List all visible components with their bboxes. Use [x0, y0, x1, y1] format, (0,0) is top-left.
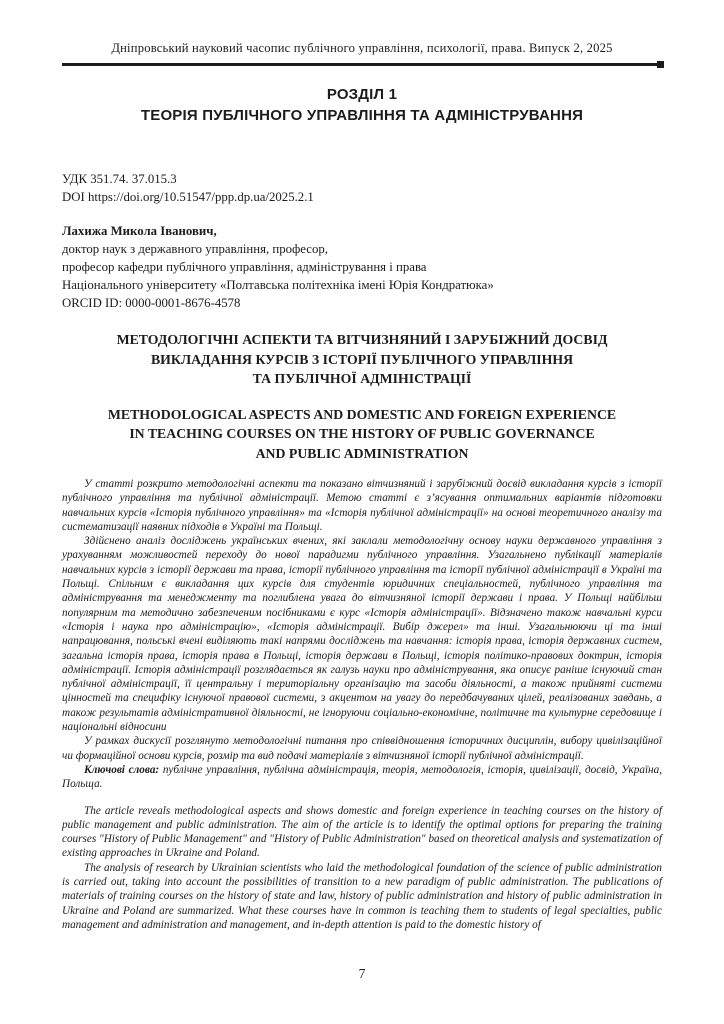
header-rule: [62, 63, 662, 66]
abstract-ua-paragraph: У статті розкрито методологічні аспекти та показано вітчизняний і зарубіжний досвід викладання курсів з історії публічного управління та публічної адміністрації. Метою статті є з’ясування оптимальних варіантів підготовки навчальних курсів «Історія публічного управління» та «Історія публічної адміністрації» на основі теоретичного аналізу та систематизації наявних підходів в Україні та Польщі.: [62, 478, 662, 533]
title-ua-line: ВИКЛАДАННЯ КУРСІВ З ІСТОРІЇ ПУБЛІЧНОГО УПРАВЛІННЯ: [150, 351, 574, 367]
rule-endcap: [657, 61, 664, 68]
article-title-en: [62, 405, 662, 464]
doi-line: DOI https://doi.org/10.51547/ppp.dp.ua/2025.2.1: [62, 190, 314, 204]
title-en-line: AND PUBLIC ADMINISTRATION: [255, 445, 469, 461]
title-en-line: IN TEACHING COURSES ON THE HISTORY OF PUBLIC GOVERNANCE: [129, 426, 595, 441]
abstract-en: [62, 804, 662, 933]
abstract-ua-paragraph: Здійснено аналіз досліджень українських вчених, які заклали методологічну основу науки державного управління з урахуванням можливостей переходу до нової парадигми публічного управління. Узагальнено публікації матеріалів навчальних курсів з історії держави та права, історії публічного управління та історії публічної адміністрації в Україні та Польщі. Спільним є викладання цих курсів для студентів юридичних спеціальностей, публічного управління та адміністрування та менеджменту та поглиблена увага до вітчизняної історії держави і права. У Польщі найбільш популярним та методично забезпеченим посібниками є курс «Історія адміністрації». Відзначено також навчальні курси «Історія і наука про адміністрацію», «Історія адміністрації. Вибір джерел» та інші. Узагальнюючи ці та інші напрацювання, польські вчені виділяють такі напрями досліджень та навчання: історія права, історія державних систем, загальна історія права, історія права в Польщі, історія держави в Польщі, історія політико-правових доктрин, історія адміністрації. Історія адміністрації розглядається як галузь науки про адміністрування, яка описує раніше існуючий стан публічної адміністрації, її центральну і територіальну організацію та засоби діяльності, а також прийняті системи цінностей та специфіку існуючої правової системи, з акцентом на увагу до передбачуваних цілей, реалізованих завдань, а також результатів адміністративної діяльності, не ігноруючи соціально-економічне, політичне та культурне середовище і національні відносини: [62, 535, 662, 734]
keywords-label: Ключові слова:: [84, 763, 160, 776]
article-title-ua: [62, 330, 662, 389]
keywords-list: публічне управління, публічна адміністрація, теорія, методологія, історія, цивілізації, досвід, Україна, Польща.: [62, 763, 662, 791]
title-ua-line: МЕТОДОЛОГІЧНІ АСПЕКТИ ТА ВІТЧИЗНЯНИЙ І ЗАРУБІЖНИЙ ДОСВІД: [116, 332, 608, 347]
article-meta: [62, 170, 662, 206]
title-ua-line: ТА ПУБЛІЧНОЇ АДМІНІСТРАЦІЇ: [252, 371, 472, 386]
author-degree: доктор наук з державного управління, професор,: [62, 242, 328, 256]
abstract-ua: [62, 477, 662, 792]
author-name: Лахижа Микола Іванович,: [62, 224, 217, 238]
keywords-ua: [62, 763, 662, 792]
abstract-en-paragraph: The analysis of research by Ukrainian scientists who laid the methodological foundation of the science of public administration is carried out, taking into account the possibilities of transition to a new paradigm of public administration. The publications of materials of training courses on the history of state and law, history of public administration and history of public administration in Ukraine and Poland are summarized. What these courses have in common is teaching them to students of legal specialties, public management and administration and management, and in-depth attention is paid to the domestic history of: [62, 861, 662, 931]
abstract-en-paragraph: The article reveals methodological aspects and shows domestic and foreign experience in teaching courses on the history of public management and public administration. The aim of the article is to identify the optimal options for preparing the training courses "History of Public Management" and "History of Public Administration" based on theoretical analysis and systematization of existing approaches in Ukraine and Poland.: [62, 804, 662, 860]
author-affiliation: Національного університету «Полтавська політехніка імені Юрія Кондратюка»: [62, 278, 494, 292]
section-heading: [62, 84, 662, 126]
page-number: 7: [358, 966, 366, 981]
author-block: [62, 222, 662, 312]
abstract-ua-paragraph: У рамках дискусії розглянуто методологічні питання про співвідношення історичних дисциплін, вибору цивілізаційної чи формаційної основи курсів, розмір та вид подачі матеріалів з вітчизняної історії публічної адміністрації.: [62, 735, 662, 762]
author-orcid: ORCID ID: 0000-0001-8676-4578: [62, 296, 241, 310]
journal-header: Дніпровський науковий часопис публічного управління, психології, права. Випуск 2, 2025: [111, 41, 613, 55]
author-position: професор кафедри публічного управління, адміністрування і права: [62, 260, 427, 274]
udc-line: УДК 351.74. 37.015.3: [62, 172, 177, 186]
section-title: ТЕОРІЯ ПУБЛІЧНОГО УПРАВЛІННЯ ТА АДМІНІСТРУВАННЯ: [140, 107, 584, 124]
section-number: РОЗДІЛ 1: [326, 86, 398, 103]
title-en-line: METHODOLOGICAL ASPECTS AND DOMESTIC AND FOREIGN EXPERIENCE: [107, 406, 617, 422]
